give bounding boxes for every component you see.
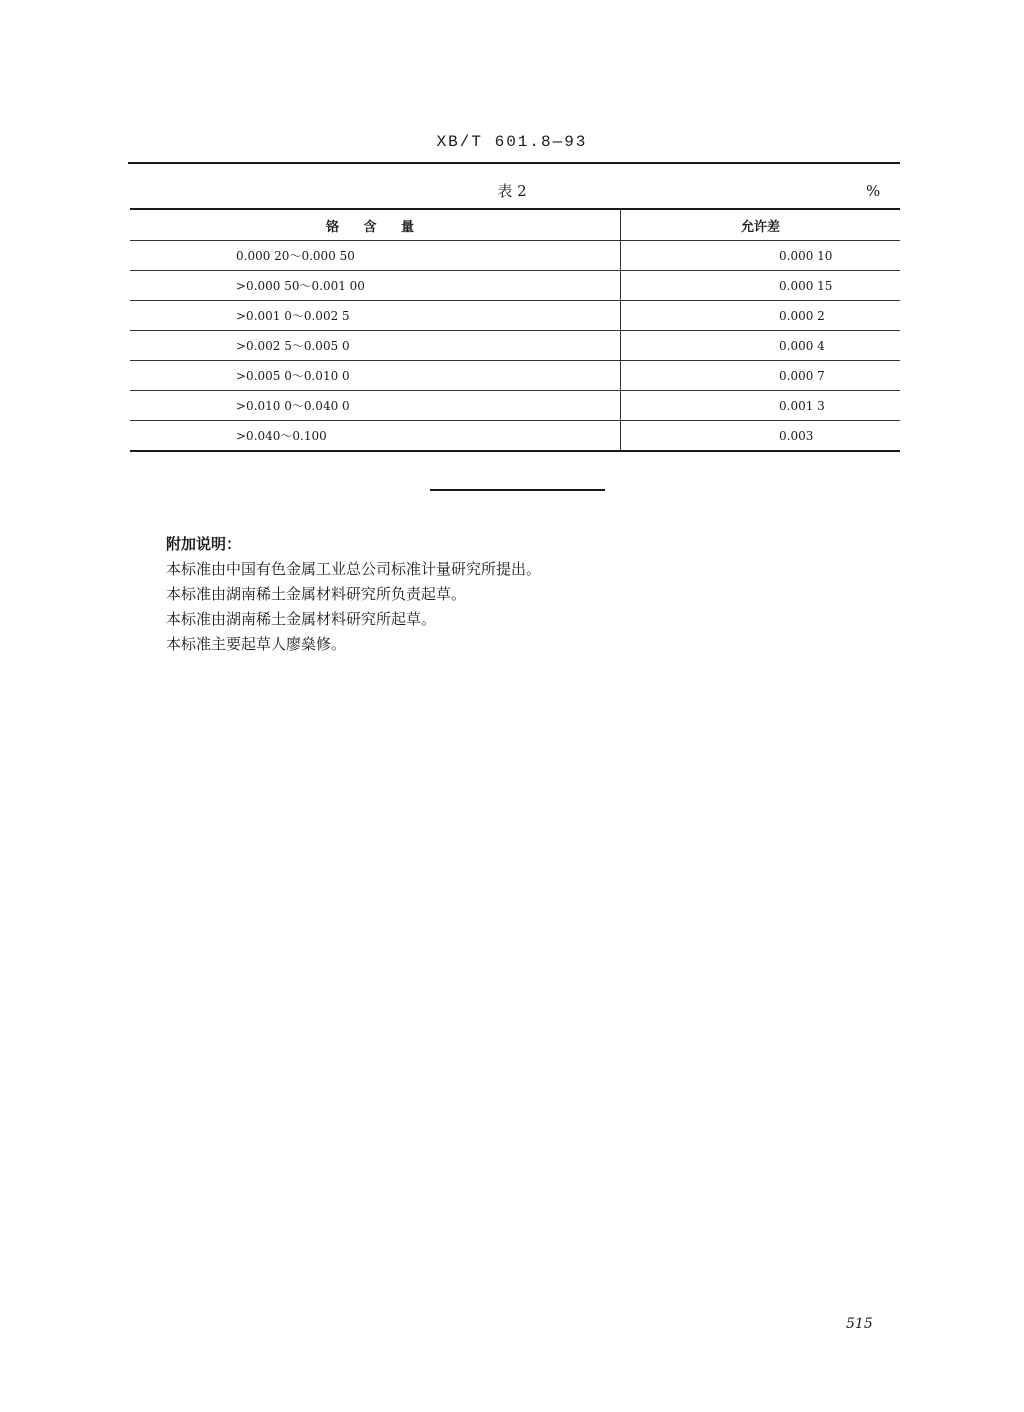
table-unit: % [866, 182, 881, 200]
table-row [130, 241, 900, 271]
tolerance-cell: 0.000 2 [621, 301, 901, 331]
table-header-row [130, 209, 900, 241]
column-header-tolerance: 允许差 [621, 209, 901, 241]
note-line: 本标准由湖南稀土金属材料研究所起草。 [166, 610, 437, 628]
table-row [130, 331, 900, 361]
tolerance-cell: 0.001 3 [621, 391, 901, 421]
content-range-cell: >0.040～0.100 [130, 421, 621, 452]
table-row [130, 421, 900, 452]
content-range-cell: >0.000 50～0.001 00 [130, 271, 621, 301]
standard-code: XB/T 601.8—93 [436, 133, 588, 151]
content-range-cell: >0.010 0～0.040 0 [130, 391, 621, 421]
table-row [130, 271, 900, 301]
tolerance-cell: 0.000 10 [621, 241, 901, 271]
note-line: 本标准由中国有色金属工业总公司标准计量研究所提出。 [166, 560, 542, 578]
content-range-cell: >0.005 0～0.010 0 [130, 361, 621, 391]
additional-notes [166, 532, 541, 657]
tolerance-table [130, 208, 900, 452]
table-row [130, 391, 900, 421]
table-row [130, 301, 900, 331]
notes-title: 附加说明： [166, 535, 242, 553]
page-number: 515 [846, 1316, 873, 1332]
content-range-cell: >0.001 0～0.002 5 [130, 301, 621, 331]
content-range-cell: 0.000 20～0.000 50 [130, 241, 621, 271]
end-of-standard-rule [430, 489, 605, 491]
header-rule [128, 162, 900, 164]
tolerance-cell: 0.003 [621, 421, 901, 452]
content-range-cell: >0.002 5～0.005 0 [130, 331, 621, 361]
note-line: 本标准主要起草人廖燊修。 [166, 635, 347, 653]
tolerance-cell: 0.000 4 [621, 331, 901, 361]
table-caption: 表 2 [497, 182, 527, 200]
note-line: 本标准由湖南稀土金属材料研究所负责起草。 [166, 585, 467, 603]
column-header-chromium-content: 铬 含 量 [130, 209, 621, 241]
tolerance-cell: 0.000 15 [621, 271, 901, 301]
tolerance-cell: 0.000 7 [621, 361, 901, 391]
table-row [130, 361, 900, 391]
